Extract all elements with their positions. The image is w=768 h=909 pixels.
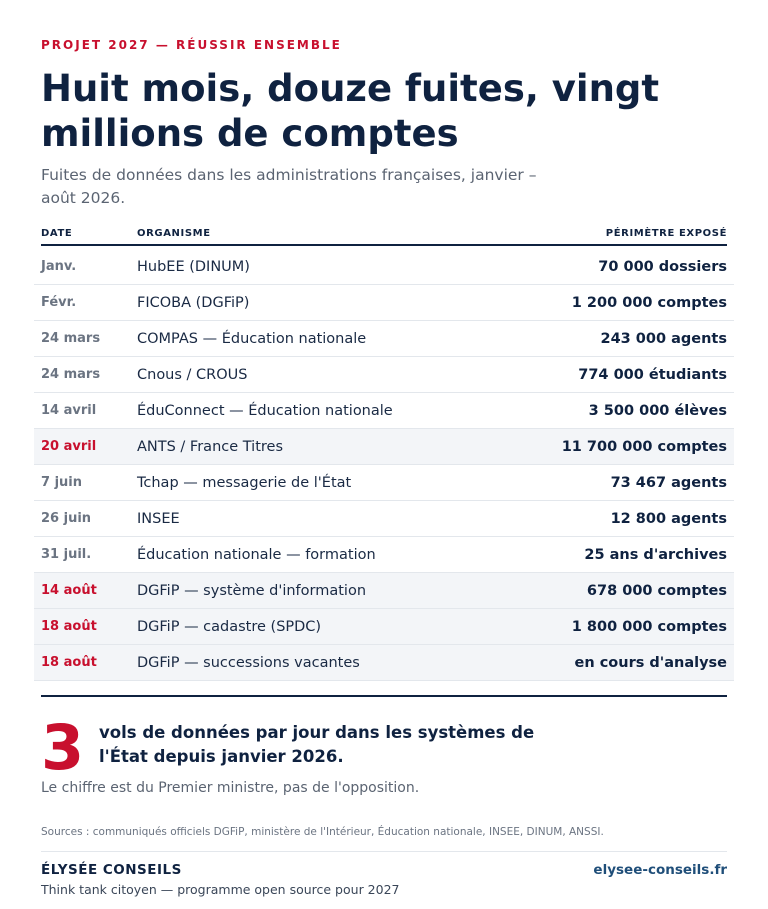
table-row [34,501,734,537]
row-organisme: HubEE (DINUM) [137,258,250,275]
row-date: 26 juin [41,511,92,526]
table-row [34,537,734,573]
brand-name: ÉLYSÉE CONSEILS [41,862,182,878]
stat-text: vols de données par jour dans les systèmes de l'État depuis janvier 2026. [99,723,535,766]
table-row [34,609,734,645]
row-perimetre: 1 200 000 comptes [571,294,727,311]
section-divider [41,695,727,697]
row-organisme: DGFiP — système d'information [137,582,367,599]
website-link[interactable]: elysee-conseils.fr [593,862,727,878]
table-row [34,573,734,609]
table-row [34,465,734,501]
row-date: 18 août [41,655,97,670]
table-body [41,249,727,681]
row-organisme: DGFiP — successions vacantes [137,654,360,671]
row-organisme: Cnous / CROUS [137,366,248,383]
table-row [34,645,734,681]
stat-note: Le chiffre est du Premier ministre, pas de l'opposition. [41,780,420,796]
row-organisme: INSEE [137,510,180,527]
row-date: 31 juil. [41,547,92,562]
row-perimetre: 774 000 étudiants [578,366,727,383]
row-organisme: Éducation nationale — formation [137,546,376,563]
table-row [34,249,734,285]
row-perimetre: 11 700 000 comptes [561,438,727,455]
leaks-table [41,222,727,681]
row-organisme: DGFiP — cadastre (SPDC) [137,618,322,635]
row-perimetre: 1 800 000 comptes [571,618,727,635]
sources-note: Sources : communiqués officiels DGFiP, ministère de l'Intérieur, Éducation nationale, INSEE, DINUM, ANSSI. [41,826,604,838]
column-header-date: DATE [41,227,73,239]
row-date: 24 mars [41,331,101,346]
table-row [34,393,734,429]
row-organisme: ANTS / France Titres [137,438,283,455]
row-date: 14 août [41,583,97,598]
row-perimetre: 70 000 dossiers [598,258,727,275]
kicker: PROJET 2027 — RÉUSSIR ENSEMBLE [41,38,342,52]
row-perimetre: 25 ans d'archives [584,546,727,563]
row-organisme: COMPAS — Éducation nationale [137,330,367,347]
page-subtitle: Fuites de données dans les administrations françaises, janvier – août 2026. [41,166,537,207]
row-date: 18 août [41,619,97,634]
row-date: 7 juin [41,475,82,490]
stat-number: 3 [41,711,85,784]
row-perimetre: 12 800 agents [610,510,727,527]
table-row [34,357,734,393]
row-perimetre: 243 000 agents [600,330,727,347]
row-date: 14 avril [41,403,97,418]
page-title: Huit mois, douze fuites, vingt millions de comptes [41,67,660,155]
row-organisme: Tchap — messagerie de l'État [137,474,352,491]
row-organisme: ÉduConnect — Éducation nationale [137,402,393,419]
row-date: 24 mars [41,367,101,382]
table-row [34,429,734,465]
row-date: Févr. [41,295,77,310]
brand-tagline: Think tank citoyen — programme open source pour 2027 [41,882,400,897]
table-header [41,222,727,246]
table-row [34,285,734,321]
row-perimetre: 73 467 agents [610,474,727,491]
column-header-perimetre: PÉRIMÈTRE EXPOSÉ [605,227,727,239]
row-date: Janv. [41,259,77,274]
row-perimetre: en cours d'analyse [574,654,727,671]
row-perimetre: 3 500 000 élèves [588,402,727,419]
row-date: 20 avril [41,439,97,454]
column-header-organisme: ORGANISME [137,227,211,239]
table-row [34,321,734,357]
footer-divider [41,851,727,852]
row-organisme: FICOBA (DGFiP) [137,294,250,311]
row-perimetre: 678 000 comptes [586,582,727,599]
